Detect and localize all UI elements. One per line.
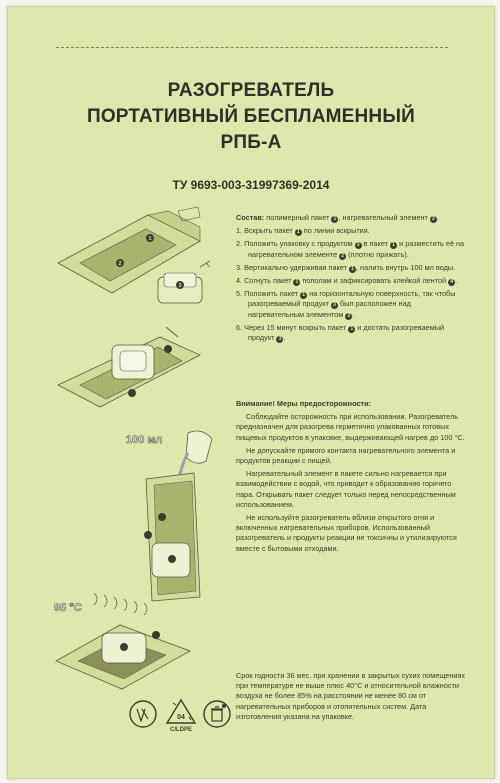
- tech-spec-code: ТУ 9693-003-31997369-2014: [172, 178, 330, 192]
- step-illustration-bag: [50, 203, 230, 313]
- marker-3: 3: [178, 283, 182, 289]
- recycle-number: 04: [177, 714, 185, 721]
- step-4: 4. Согнуть пакет 1 пополам и зафиксировать клейкой лентой 4 .: [236, 276, 458, 286]
- title-line-2: ПОРТАТИВНЫЙ БЕСПЛАМЕННЫЙ: [86, 106, 416, 127]
- step-illustration-placement: [50, 319, 230, 419]
- step-1: 1. Вскрыть пакет 1 по линии вскрытия.: [236, 226, 370, 236]
- step-3: 3. Вертикально удерживая пакет 1 , налить внутрь 100 мл воды.: [236, 262, 456, 272]
- step-illustration-heating: [48, 591, 198, 691]
- step-5: 5. Положить пакет 1 на горизонтальную поверхность, так чтобы разогреваемый продукт 3 был расположен над нагревательным элементом 2 .: [236, 289, 456, 319]
- warning-paragraph-1: Соблюдайте осторожность при использовании. Разогреватель предназначен для разогрева герметично упакованных готовых пищевых продуктов в упаковке, выдерживающей нагрев до 100 °С.: [236, 412, 465, 442]
- trash-bin-icon: [202, 699, 232, 729]
- open-bag-icon: [128, 699, 158, 729]
- recycle-code: C/LDPE: [169, 727, 193, 733]
- step-2: 2. Положить упаковку с продуктом 3 в пакет 1 и разместить её на нагревательном элементе 2 (плотно прижать).: [236, 239, 465, 259]
- title-line-3: РПБ-А: [220, 132, 282, 153]
- warning-section: [236, 399, 468, 557]
- warning-paragraph-2: Не допускайте прямого контакта нагревательного элемента и продуктов реакции с пищей.: [236, 445, 456, 466]
- title-line-1: РАЗОГРЕВАТЕЛЬ: [167, 80, 335, 101]
- temperature-label: 95 °С: [54, 602, 82, 614]
- marker-1: 1: [148, 236, 152, 242]
- composition-label: Состав:: [236, 213, 265, 222]
- step-illustration-water: [118, 425, 228, 605]
- warning-paragraph-3: Нагревательный элемент в пакете сильно нагревается при взаимодействии с водой, что приводит к образованию горячего пара. Открывать пакет следует только перед непосредственным использованием.: [236, 469, 456, 509]
- warning-paragraph-4: Не используйте разогреватель вблизи открытого огня и включенных нагревательных приборов. Использованный разогреватель и продукты реакции не токсичны и утилизируются вместе с бытовыми отходами.: [236, 513, 457, 553]
- storage-conditions: Срок годности 36 мес. при хранении в закрытых сухих помещениях при температуре не выше плюс 40°С и относительной влажности воздуха не более 85% на расстоянии не менее 80 см от нагревательных приборов и отопительных систем. Дата изготовления указана на упаковке.: [236, 671, 466, 721]
- warning-heading: Внимание! Меры предосторожности:: [236, 399, 371, 408]
- instruction-sheet: [7, 6, 495, 779]
- tear-line: [56, 47, 448, 48]
- water-amount-label: 100 мл: [126, 434, 163, 446]
- marker-2: 2: [118, 261, 122, 267]
- step-6: 6. Через 15 минут вскрыть пакет 1 и достать разогреваемый продукт 3 .: [236, 322, 445, 343]
- composition-line: Состав: полимерный пакет 1 , нагревательный элемент 2 .: [236, 213, 439, 222]
- recycle-icon: [164, 697, 198, 733]
- composition-and-steps: [236, 213, 468, 346]
